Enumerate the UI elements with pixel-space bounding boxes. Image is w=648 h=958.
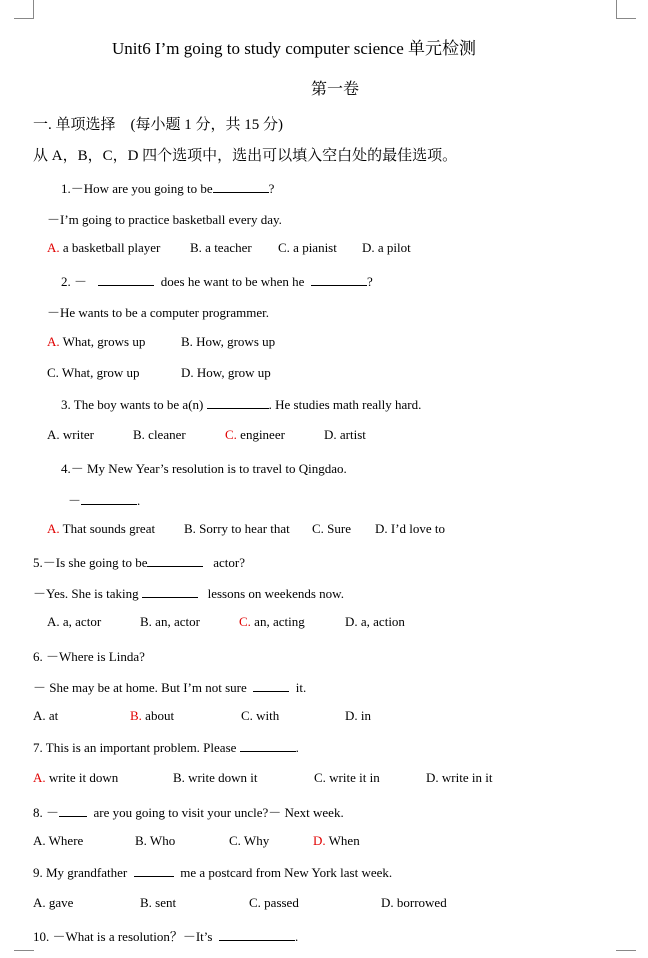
option-b: B. about xyxy=(130,708,175,723)
answer-blank xyxy=(311,273,367,286)
answer-blank xyxy=(207,396,269,409)
option-b: B. Sorry to hear that xyxy=(184,521,290,536)
option-a: A. Where xyxy=(33,833,84,848)
option-c: C. passed xyxy=(249,895,299,910)
option-d: D. How, grow up xyxy=(181,365,271,380)
crop-mark xyxy=(616,0,617,18)
option-a: A. What, grows up xyxy=(47,334,146,349)
section-instruction: 从 A，B，C，D 四个选项中，选出可以填入空白处的最佳选项。 xyxy=(33,148,458,164)
option-a: A. a basketball player xyxy=(47,240,161,255)
question-stem: 7. This is an important problem. Please . xyxy=(33,740,299,755)
answer-blank xyxy=(134,864,174,877)
page-title: Unit6 I’m going to study computer science 单元检测 xyxy=(111,39,477,58)
option-b: B. sent xyxy=(140,895,177,910)
option-c: C. Why xyxy=(229,833,270,848)
option-b: B. an, actor xyxy=(140,614,200,629)
option-c: C. engineer xyxy=(225,427,285,442)
question-stem: 1.－How are you going to be ? xyxy=(61,181,275,196)
answer-blank xyxy=(147,554,203,567)
question-stem: 2. － does he want to be when he ? xyxy=(61,274,373,289)
question-stem: 3. The boy wants to be a(n) . He studies math really hard. xyxy=(61,397,422,412)
option-d: D. borrowed xyxy=(381,895,447,910)
crop-mark xyxy=(616,18,636,19)
crop-mark xyxy=(14,18,34,19)
question-follow-up: － . xyxy=(68,493,141,508)
option-a: A. gave xyxy=(33,895,74,910)
option-a: A. write it down xyxy=(33,770,119,785)
question-follow-up: －Yes. She is taking lessons on weekends now. xyxy=(33,586,344,601)
option-b: B. cleaner xyxy=(133,427,186,442)
question-follow-up: －He wants to be a computer programmer. xyxy=(47,305,270,320)
question-stem: 8. － are you going to visit your uncle?－ Next week. xyxy=(33,805,344,820)
option-d: D. write in it xyxy=(426,770,493,785)
answer-blank xyxy=(219,928,295,941)
answer-blank xyxy=(59,804,87,817)
option-a: A. That sounds great xyxy=(47,521,156,536)
question-stem: 9. My grandfather me a postcard from New York last week. xyxy=(33,865,393,880)
option-d: D. When xyxy=(313,833,360,848)
option-c: C. What, grow up xyxy=(47,365,140,380)
question-stem: 5.－Is she going to be actor? xyxy=(33,555,245,570)
option-d: D. in xyxy=(345,708,372,723)
volume-heading: 第一卷 xyxy=(310,81,359,98)
answer-blank xyxy=(213,180,269,193)
answer-blank xyxy=(142,585,198,598)
answer-blank xyxy=(253,679,289,692)
question-stem: 4.－ My New Year’s resolution is to travel to Qingdao. xyxy=(61,461,347,476)
option-a: A. at xyxy=(33,708,59,723)
answer-blank xyxy=(98,273,154,286)
question-follow-up: － She may be at home. But I’m not sure it. xyxy=(33,680,307,695)
option-c: C. Sure xyxy=(312,521,352,536)
option-a: A. a, actor xyxy=(47,614,102,629)
section-heading: 一. 单项选择 (每小题 1 分，共 15 分) xyxy=(33,117,283,133)
option-d: D. a, action xyxy=(345,614,405,629)
crop-mark xyxy=(14,950,34,951)
crop-mark xyxy=(33,0,34,18)
option-b: B. How, grows up xyxy=(181,334,276,349)
answer-blank xyxy=(81,492,137,505)
question-stem: 6. －Where is Linda? xyxy=(33,649,145,664)
option-c: C. with xyxy=(241,708,280,723)
option-d: D. a pilot xyxy=(362,240,411,255)
option-c: C. a pianist xyxy=(278,240,337,255)
option-b: B. a teacher xyxy=(190,240,252,255)
option-d: D. I’d love to xyxy=(375,521,446,536)
question-stem: 10. －What is a resolution？－It’s . xyxy=(33,929,299,944)
option-c: C. write it in xyxy=(314,770,380,785)
option-c: C. an, acting xyxy=(239,614,305,629)
option-b: B. write down it xyxy=(173,770,258,785)
crop-mark xyxy=(616,950,636,951)
option-d: D. artist xyxy=(324,427,366,442)
option-b: B. Who xyxy=(135,833,176,848)
question-follow-up: －I’m going to practice basketball every day. xyxy=(47,212,282,227)
option-a: A. writer xyxy=(47,427,94,442)
answer-blank xyxy=(240,739,296,752)
